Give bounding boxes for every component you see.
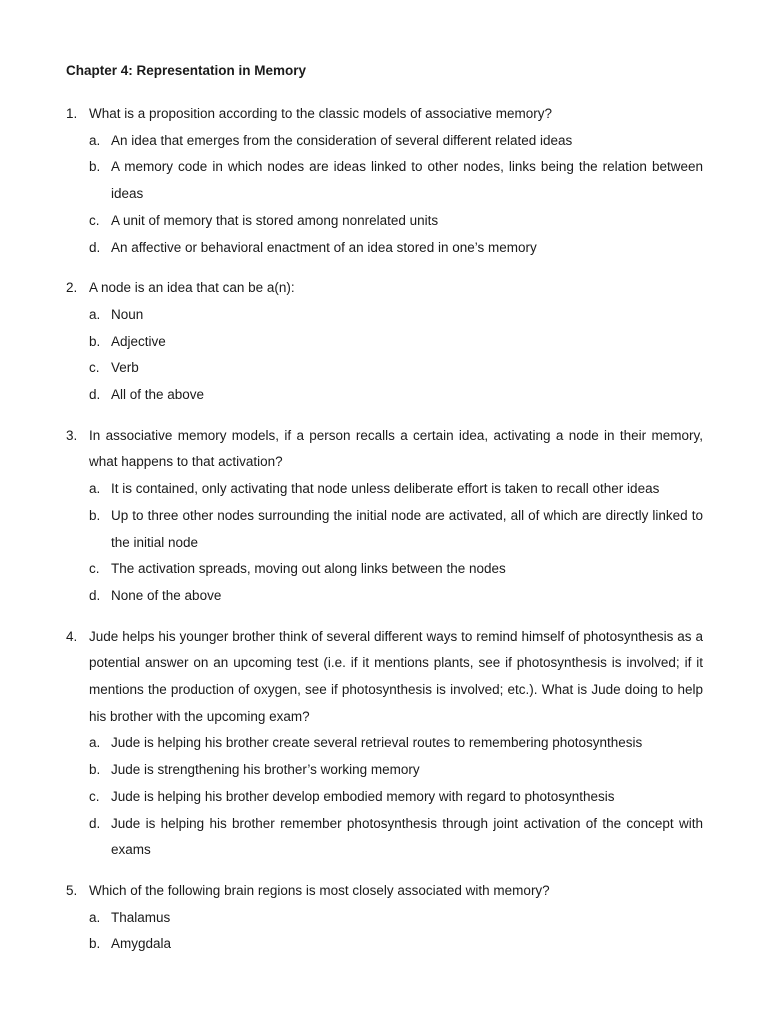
question-5 xyxy=(66,878,703,958)
question-text: Which of the following brain regions is most closely associated with memory? xyxy=(89,882,550,898)
option-b xyxy=(89,931,703,958)
question-3 xyxy=(66,423,703,610)
option-a xyxy=(89,905,703,932)
option-letter: b. xyxy=(89,762,101,778)
option-c xyxy=(89,355,703,382)
option-text: All of the above xyxy=(111,387,205,403)
page-title: Chapter 4: Representation in Memory xyxy=(66,63,307,78)
option-text: A memory code in which nodes are ideas linked to other nodes, links being the relation between ideas xyxy=(111,159,703,202)
option-list xyxy=(66,476,703,610)
option-letter: d. xyxy=(89,239,101,255)
option-a xyxy=(89,730,703,757)
question-number: 5. xyxy=(66,882,78,898)
option-letter: d. xyxy=(89,387,101,403)
option-letter: a. xyxy=(89,306,101,322)
question-number: 3. xyxy=(66,427,78,443)
option-letter: b. xyxy=(89,936,101,952)
question-text: Jude helps his younger brother think of several different ways to remind himself of photosynthesis as a potential answer on an upcoming test (i.e. if it mentions plants, see if photosynthesis is involved; if it mentions the production of oxygen, see if photosynthesis is involved; etc.). What is Jude doing to help his brother with the upcoming exam? xyxy=(89,628,703,724)
option-text: A unit of memory that is stored among nonrelated units xyxy=(111,212,439,228)
question-1 xyxy=(66,101,703,261)
question-row xyxy=(66,101,703,128)
option-d xyxy=(89,235,703,262)
option-letter: b. xyxy=(89,159,101,175)
option-text: Amygdala xyxy=(111,936,172,952)
option-text: Jude is helping his brother remember photosynthesis through joint activation of the concept with exams xyxy=(111,815,703,858)
option-letter: c. xyxy=(89,212,100,228)
option-a xyxy=(89,128,703,155)
question-text: In associative memory models, if a person recalls a certain idea, activating a node in their memory, what happens to that activation? xyxy=(89,427,703,470)
option-b xyxy=(89,503,703,556)
option-c xyxy=(89,784,703,811)
option-letter: d. xyxy=(89,815,101,831)
option-c xyxy=(89,556,703,583)
option-d xyxy=(89,811,703,864)
option-b xyxy=(89,329,703,356)
option-a xyxy=(89,302,703,329)
question-number: 4. xyxy=(66,628,78,644)
option-d xyxy=(89,583,703,610)
option-list xyxy=(66,128,703,262)
option-text: Adjective xyxy=(111,333,166,349)
option-text: Jude is helping his brother develop embodied memory with regard to photosynthesis xyxy=(111,788,615,804)
option-text: It is contained, only activating that node unless deliberate effort is taken to recall other ideas xyxy=(111,481,660,497)
option-letter: a. xyxy=(89,909,101,925)
option-letter: a. xyxy=(89,132,101,148)
option-letter: d. xyxy=(89,587,101,603)
option-a xyxy=(89,476,703,503)
option-text: None of the above xyxy=(111,587,222,603)
option-text: Verb xyxy=(111,360,139,376)
question-4 xyxy=(66,624,703,864)
question-row xyxy=(66,423,703,476)
question-text: What is a proposition according to the classic models of associative memory? xyxy=(89,106,552,121)
option-letter: c. xyxy=(89,788,100,804)
option-b xyxy=(89,757,703,784)
option-letter: c. xyxy=(89,561,100,577)
option-letter: a. xyxy=(89,735,101,751)
option-text: The activation spreads, moving out along links between the nodes xyxy=(111,561,506,577)
option-text: An idea that emerges from the consideration of several different related ideas xyxy=(111,132,573,148)
option-text: Up to three other nodes surrounding the initial node are activated, all of which are directly linked to the initial node xyxy=(111,507,703,550)
option-d xyxy=(89,382,703,409)
option-letter: c. xyxy=(89,360,100,376)
option-letter: b. xyxy=(89,333,101,349)
question-2 xyxy=(66,275,703,409)
option-list xyxy=(66,302,703,409)
option-text: Thalamus xyxy=(111,909,171,925)
question-text: A node is an idea that can be a(n): xyxy=(89,280,295,296)
option-letter: b. xyxy=(89,507,101,523)
question-number: 1. xyxy=(66,106,78,121)
option-letter: a. xyxy=(89,481,101,497)
option-text: Noun xyxy=(111,306,144,322)
option-c xyxy=(89,208,703,235)
question-row xyxy=(66,275,703,302)
question-number: 2. xyxy=(66,280,78,296)
option-text: Jude is helping his brother create several retrieval routes to remembering photosynthesis xyxy=(111,735,643,751)
option-text: Jude is strengthening his brother’s working memory xyxy=(111,762,420,778)
option-text: An affective or behavioral enactment of an idea stored in one’s memory xyxy=(111,239,537,255)
option-list xyxy=(66,730,703,864)
question-row xyxy=(66,624,703,731)
option-list xyxy=(66,905,703,958)
question-list xyxy=(66,101,703,972)
question-row xyxy=(66,878,703,905)
option-b xyxy=(89,154,703,207)
